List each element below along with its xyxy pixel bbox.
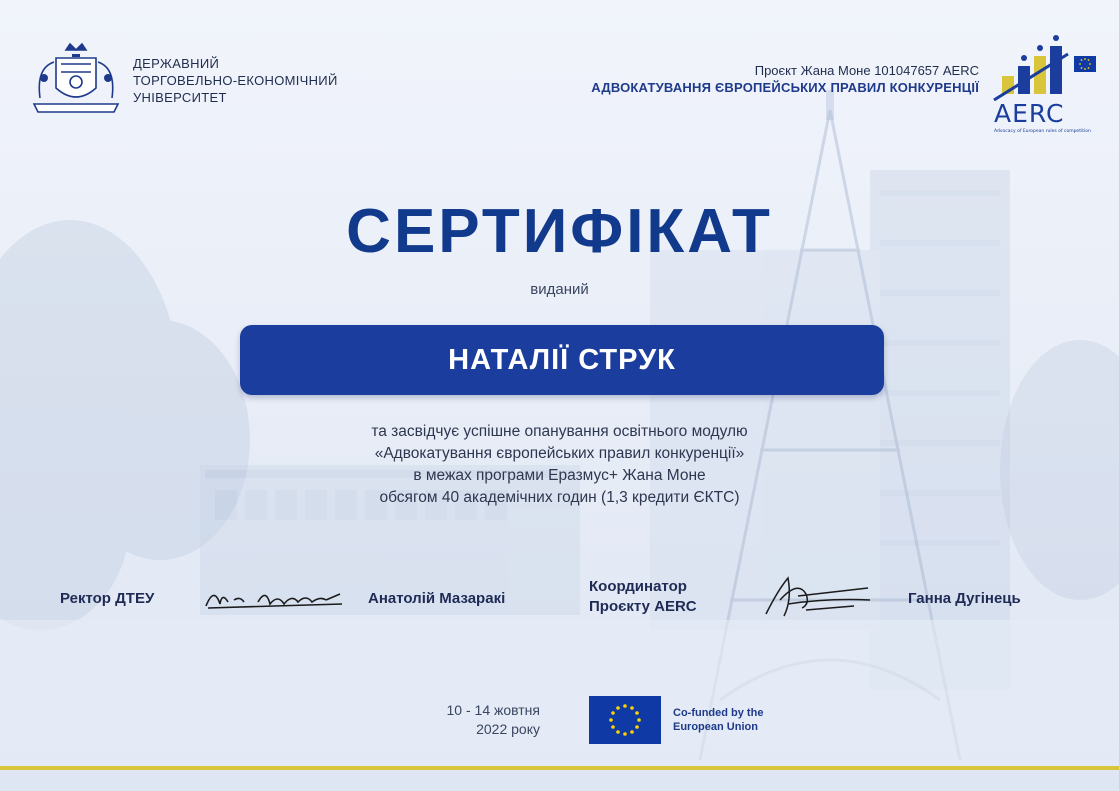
date-line-2: 2022 року	[476, 721, 540, 737]
recipient-name-banner	[240, 325, 884, 395]
aerc-logo-tagline: Advocacy of European rules of competition	[994, 129, 1091, 134]
co-funded-label	[673, 706, 763, 734]
co-funded-line-2: European Union	[673, 721, 758, 733]
bottom-gold-divider	[0, 766, 1119, 770]
university-name-line3: УНІВЕРСИТЕТ	[133, 90, 227, 105]
rector-signature-image	[200, 582, 350, 616]
eu-flag-icon	[589, 696, 661, 744]
coordinator-title-line1: Координатор	[589, 578, 687, 595]
coordinator-title-line2: Проєкту AERC	[589, 598, 697, 615]
project-title: АДВОКАТУВАННЯ ЄВРОПЕЙСЬКИХ ПРАВИЛ КОНКУРЕНЦІЇ	[591, 80, 979, 95]
body-line-4: обсягом 40 академічних годин (1,3 кредити ЄКТС)	[379, 489, 740, 506]
rector-title: Ректор ДТЕУ	[60, 590, 155, 607]
issued-label: виданий	[530, 281, 589, 298]
body-line-2: «Адвокатування європейських правил конкуренції»	[374, 445, 745, 462]
coordinator-signature-image	[758, 570, 876, 622]
coordinator-name: Ганна Дугінець	[908, 590, 1021, 607]
co-funded-line-1: Co-funded by the	[673, 707, 764, 719]
event-dates	[390, 701, 540, 739]
aerc-logo	[988, 30, 1100, 136]
certificate-title: СЕРТИФІКАТ	[346, 197, 773, 266]
aerc-logo-text: AERC	[994, 99, 1065, 128]
certificate-body-text	[0, 421, 1119, 509]
university-name-line2: ТОРГОВЕЛЬНО-ЕКОНОМІЧНИЙ	[133, 73, 338, 88]
university-name-line1: ДЕРЖАВНИЙ	[133, 56, 220, 71]
university-coat-of-arms-logo	[26, 38, 126, 118]
recipient-name: НАТАЛІЇ СТРУК	[448, 343, 676, 376]
project-number: Проєкт Жана Моне 101047657 AERC	[754, 63, 979, 78]
body-line-3: в межах програми Еразмус+ Жана Моне	[413, 467, 706, 484]
university-name	[133, 55, 338, 106]
rector-name: Анатолій Мазаракі	[368, 590, 506, 607]
body-line-1: та засвідчує успішне опанування освітнього модулю	[371, 423, 748, 440]
date-line-1: 10 - 14 жовтня	[446, 702, 540, 718]
coordinator-title	[589, 577, 697, 617]
